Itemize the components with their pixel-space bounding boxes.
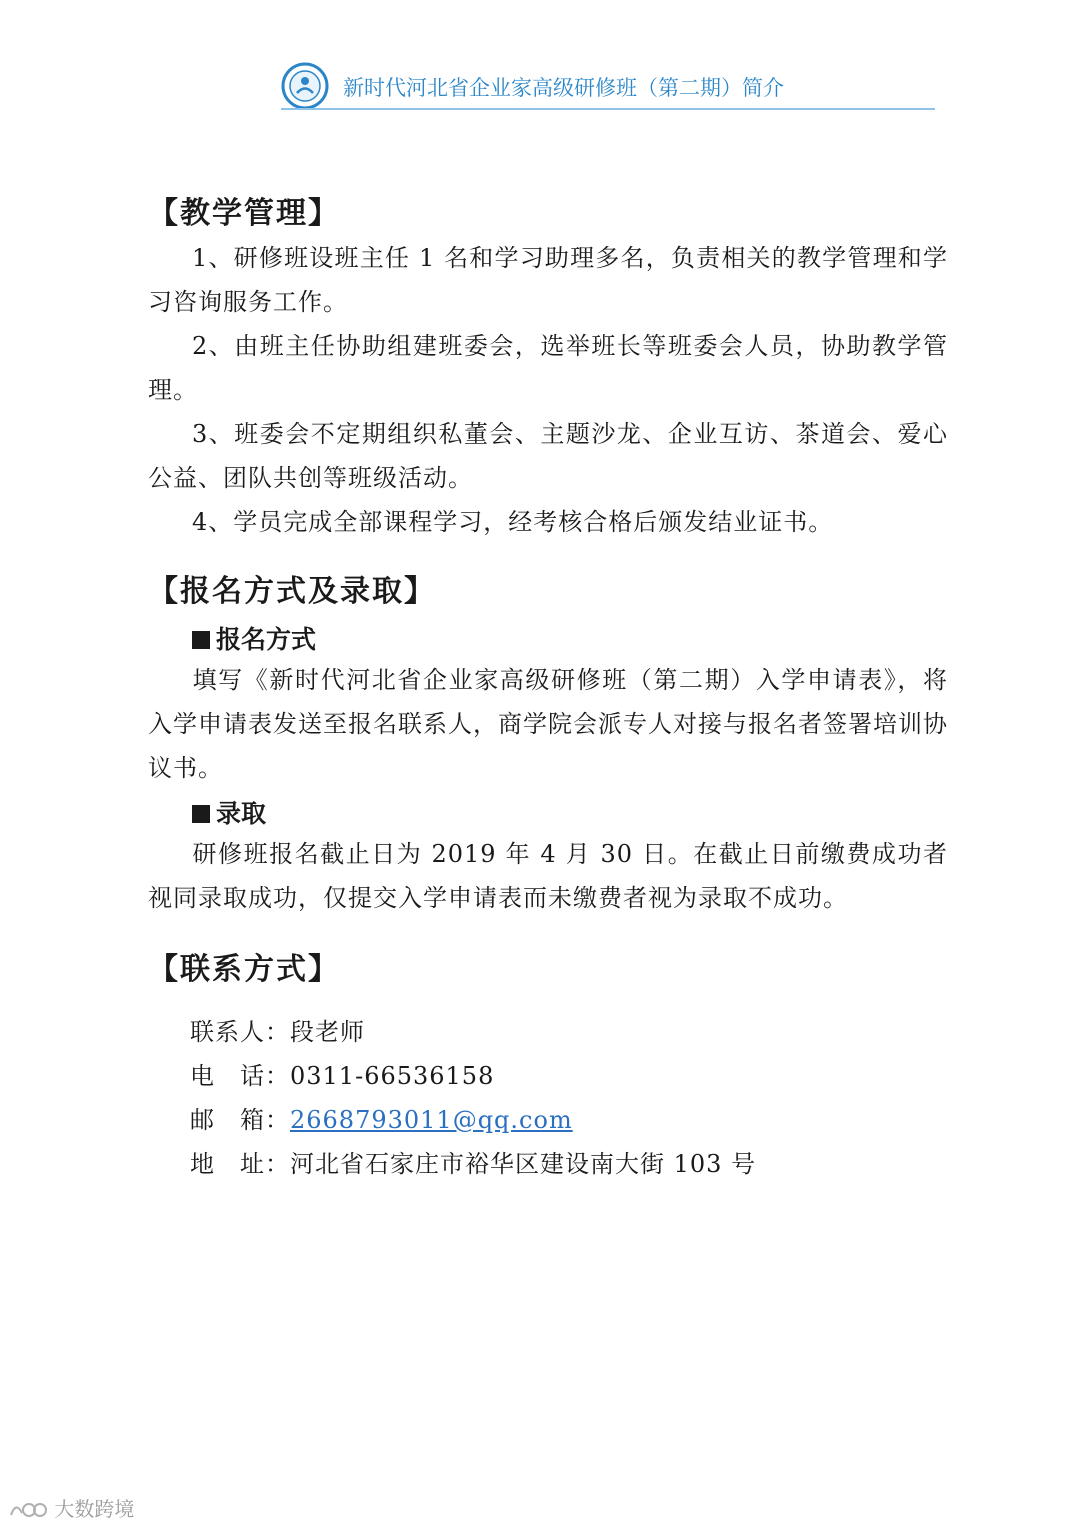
teaching-item-3: 3、班委会不定期组织私董会、主题沙龙、企业互访、茶道会、爱心公益、团队共创等班级活动。 — [148, 420, 948, 492]
section-heading-teaching: 【教学管理】 — [148, 196, 340, 231]
admission-text: 研修班报名截止日为 2019 年 4 月 30 日。在截止日前缴费成功者视同录取成功，仅提交入学申请表而未缴费者视为录取不成功。 — [148, 840, 948, 912]
teaching-item-2: 2、由班主任协助组建班委会，选举班长等班委会人员，协助教学管理。 — [148, 332, 948, 404]
subheading-method: 报名方式 — [192, 620, 316, 656]
header-title: 新时代河北省企业家高级研修班（第二期）简介 — [343, 76, 784, 100]
square-bullet-icon — [192, 631, 210, 649]
contact-person: 联系人：段老师 — [190, 1018, 365, 1046]
square-bullet-icon — [192, 805, 210, 823]
section-heading-contact: 【联系方式】 — [148, 952, 340, 987]
contact-email: 邮 箱：2668793011@qq.com — [190, 1106, 573, 1134]
teaching-item-1: 1、研修班设班主任 1 名和学习助理多名，负责相关的教学管理和学习咨询服务工作。 — [148, 244, 948, 316]
watermark-logo-icon — [8, 1498, 48, 1520]
school-logo-icon — [281, 62, 329, 110]
section-heading-registration: 【报名方式及录取】 — [148, 574, 436, 609]
email-link[interactable]: 2668793011@qq.com — [290, 1106, 573, 1134]
teaching-item-4: 4、学员完成全部课程学习，经考核合格后颁发结业证书。 — [192, 508, 834, 536]
header-divider — [281, 108, 935, 110]
contact-phone: 电 话：0311-66536158 — [190, 1062, 495, 1090]
contact-address: 地 址：河北省石家庄市裕华区建设南大街 103 号 — [190, 1150, 757, 1178]
subheading-admission: 录取 — [192, 794, 266, 830]
page-header — [281, 62, 935, 110]
method-text: 填写《新时代河北省企业家高级研修班（第二期）入学申请表》，将入学申请表发送至报名联系人，商学院会派专人对接与报名者签署培训协议书。 — [148, 666, 948, 782]
watermark: 大数跨境 — [8, 1493, 134, 1519]
